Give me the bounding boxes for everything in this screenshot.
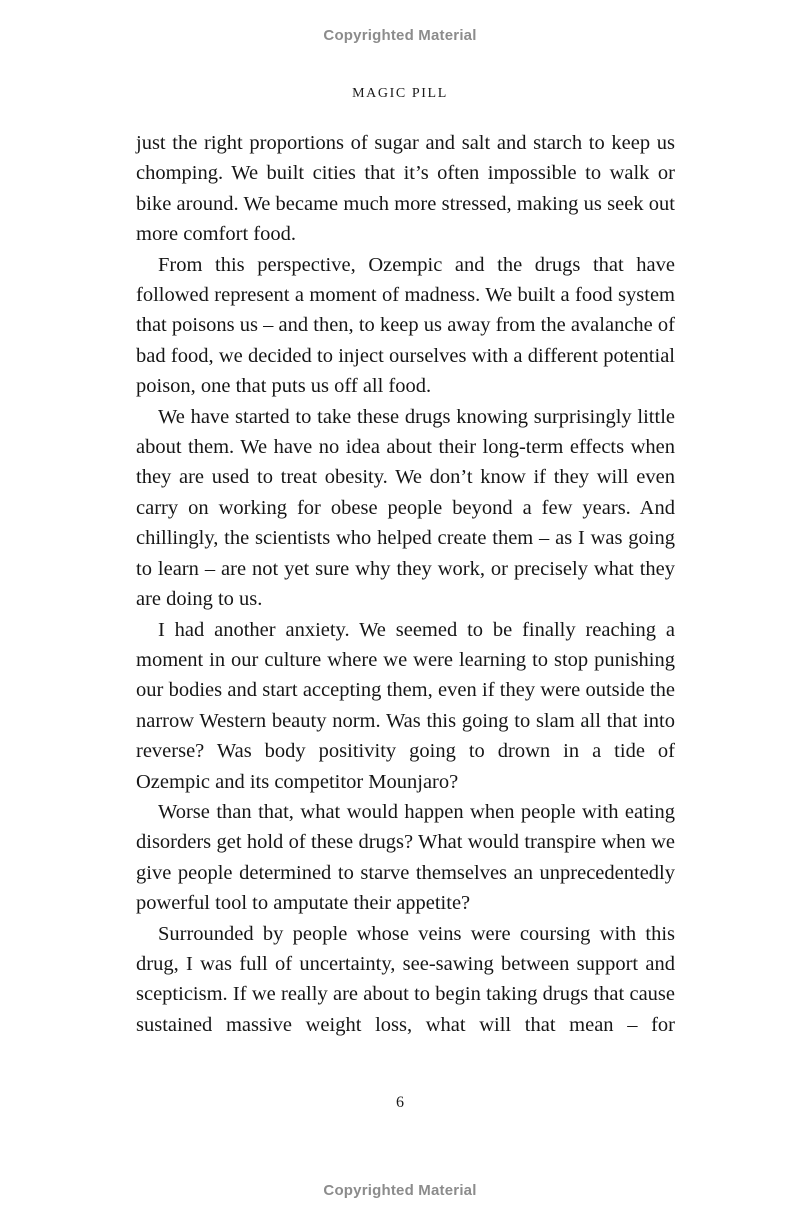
- copyright-watermark-top: Copyrighted Material: [323, 27, 477, 44]
- paragraph-4: I had another anxiety. We seemed to be finally reaching a moment in our culture where we were learning to stop punishing our bodies and start accepting them, even if they were outside the narrow Western beauty norm. Was this going to slam all that into reverse? Was body positivity going to drown in a tide of Ozempic and its competitor Mounjaro?: [136, 618, 675, 793]
- body-text: [136, 128, 675, 1040]
- paragraph-3: We have started to take these drugs knowing surprisingly little about them. We have no idea about their long-term effects when they are used to treat obesity. We don’t know if they will even carry on working for obese people beyond a few years. And chillingly, the scientists who helped create them – as I was going to learn – are not yet sure why they work, or precisely what they are doing to us.: [136, 405, 675, 611]
- paragraph-6: Surrounded by people whose veins were coursing with this drug, I was full of uncertainty, see-sawing between support and scepticism. If we really are about to begin taking drugs that cause sustained massive weight loss, what will that mean – for: [136, 922, 675, 1036]
- paragraph-1: just the right proportions of sugar and salt and starch to keep us chomping. We built cities that it’s often impossible to walk or bike around. We became much more stressed, making us seek out more comfort food.: [136, 132, 675, 246]
- page-number: 6: [396, 1094, 404, 1111]
- copyright-watermark-bottom: Copyrighted Material: [323, 1182, 477, 1199]
- running-head: MAGIC PILL: [352, 86, 448, 101]
- paragraph-2: From this perspective, Ozempic and the drugs that have followed represent a moment of madness. We built a food system that poisons us – and then, to keep us away from the avalanche of bad food, we decided to inject ourselves with a different potential poison, one that puts us off all food.: [136, 253, 675, 398]
- paragraph-5: Worse than that, what would happen when people with eating disorders get hold of these drugs? What would transpire when we give people determined to starve themselves an unprecedentedly powerful tool to amputate their appetite?: [136, 800, 675, 915]
